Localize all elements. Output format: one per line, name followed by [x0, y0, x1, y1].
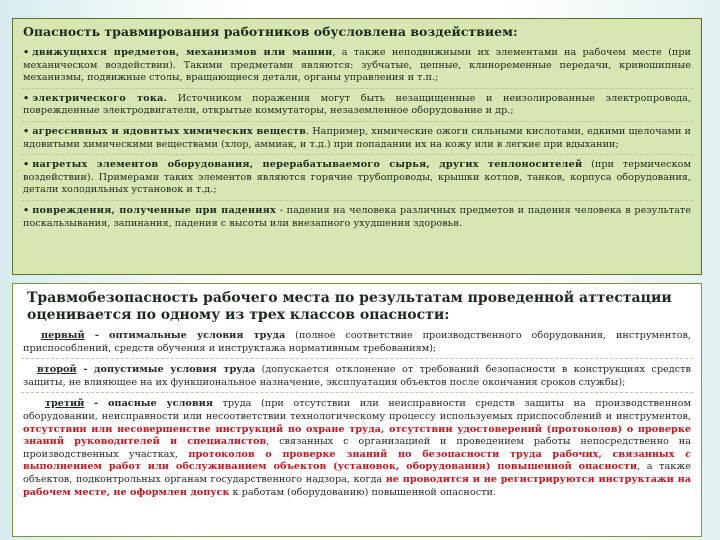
class-highlight: не проводится и не регистрируются инструктажи на рабочем месте, не оформлен допуск	[23, 473, 691, 498]
class-text: труда (при отсутствии или неисправности средств защиты на производственном оборудовании, неисправности или несоответствии технологическому процессу используемых приспособлений и инструментов,	[23, 398, 691, 422]
hazard-text: . Например, химические ожоги сильными кислотами, едкими щелочами и ядовитыми химическими веществами (хлор, аммиак, и т.д.) при попадании их на кожу или в легкие при вдыхании;	[23, 125, 691, 150]
hazard-text: , а также неподвижными их элементами на рабочем месте (при механическом воздействии). Такими предметами являются: зубчатые, цепные, клиноременные передачи, кривошипные механизмы, подвижные столы, вращающиеся детали, органы управления и т.п.;	[23, 47, 691, 84]
class-name: второй	[37, 364, 77, 376]
hazard-text: - падения на человека различных предметов и падения человека в результате поскальзывания, запинания, падения с высоты или внезапного ухудшения здоровья.	[23, 204, 691, 229]
hazard-item	[21, 203, 693, 233]
class-highlight: протоколов о проверке знаний по безопасности труда рабочих, связанных с выполнением работ или обслуживанием объектов (установок, оборудования) повышенной опасности	[23, 448, 691, 473]
bullet-icon: •	[23, 47, 30, 58]
hazard-name: повреждения, полученные при падениях	[32, 204, 276, 216]
class-label: - оптимальные условия труда	[84, 330, 286, 341]
safety-classes-panel	[12, 283, 702, 537]
hazard-item	[21, 91, 693, 122]
class-second	[21, 362, 693, 393]
hazard-item	[21, 45, 693, 89]
class-name: первый	[41, 330, 85, 341]
bullet-icon: •	[23, 159, 30, 171]
hazard-text: Источником поражения могут быть незащищенные и неизолированные электропровода, поврежденные электродвигатели, открытые коммутаторы, незаземленное оборудование и др.;	[23, 92, 691, 117]
class-label: - опасные условия	[84, 398, 213, 410]
class-text: (допускается отклонение от требований безопасности в конструкциях средств защиты, не влияющее на их функциональное назначение, эксплуатация объектов после окончания сроков службы);	[23, 364, 691, 388]
bullet-icon: •	[23, 125, 30, 137]
bullet-icon: •	[23, 92, 30, 104]
hazard-name: электрического тока.	[32, 92, 168, 104]
class-third	[21, 396, 693, 502]
class-label: - допустимые условия труда	[76, 364, 256, 376]
class-text: , связанных с организацией и проведением работы непосредственно на производственных участках,	[23, 436, 691, 460]
class-text: к работам (оборудованию) повышенной опасности.	[229, 486, 497, 498]
hazard-name: нагретых элементов оборудования, перерабатываемого сырья, других теплоносителей	[32, 159, 583, 171]
hazards-title: Опасность травмирования работников обусловлена воздействием:	[23, 24, 518, 39]
classes-title: Травмобезопасность рабочего места по результатам проведенной аттестации оценивается по одному из трех классов опасности:	[27, 290, 672, 323]
class-highlight: отсутствии или несовершенстве инструкций по охране труда, отсутствии удостоверений (протоколов) о проверке знаний руководителей и специалистов	[23, 423, 691, 448]
hazard-text: (при термическом воздействии). Примерами таких элементов являются горячие трубопроводы, крышки котлов, танков, корпуса оборудования, детали холодильных установок и т.д.;	[23, 159, 691, 196]
class-name: третий	[45, 398, 85, 410]
hazard-name: движущихся предметов, механизмов или машин	[32, 47, 333, 58]
bullet-icon: •	[23, 204, 30, 216]
class-first	[21, 328, 693, 359]
hazard-name: агрессивных и ядовитых химических веществ	[32, 125, 307, 137]
hazard-item	[21, 157, 693, 201]
hazards-panel	[12, 18, 702, 275]
class-text: (полное соответствие производственного оборудования, инструментов, приспособлений, средств обучения и инструктажа нормативным требованиям);	[23, 330, 691, 354]
hazard-item	[21, 124, 693, 155]
class-text: , а также объектов, подконтрольных органам государственного надзора, когда	[23, 461, 691, 485]
